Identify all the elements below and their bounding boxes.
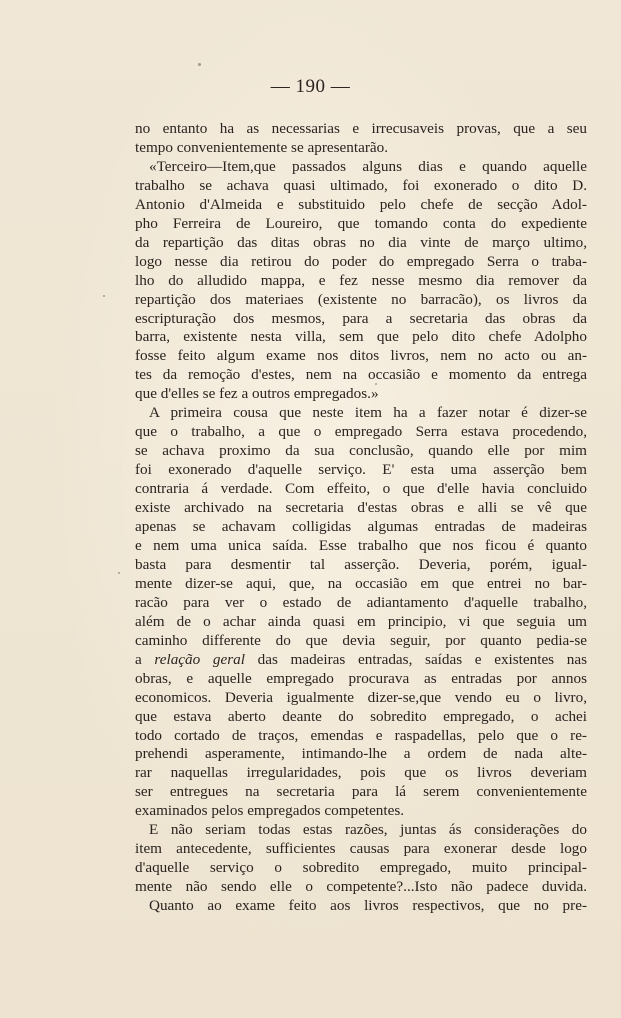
ink-speck: [118, 572, 120, 574]
text-line: no entanto ha as necessarias e irrecusaveis provas, que a seu: [135, 120, 587, 137]
text-line: rar naquellas irregularidades, pois que os livros deveriam: [135, 764, 587, 782]
text-line: basta para desmentir tal asserção. Deveria, porém, igual-: [135, 555, 587, 573]
text-line: além de o achar ainda quasi em principio, vi que seguia um: [135, 612, 587, 630]
ink-speck: [198, 63, 201, 66]
text-line: examinados pelos empregados competentes.: [135, 802, 405, 820]
text-line: Quanto ao exame feito aos livros respectivos, que no pre-: [149, 897, 587, 915]
text-line: mente dizer-se aqui, que, na occasião em que entrei no bar-: [135, 574, 587, 592]
text-line: mente não sendo elle o competente?...Isto não padece duvida.: [135, 878, 587, 896]
text-line: ser entregues na secretaria para lá serem convenientemente: [135, 783, 587, 801]
text-line: contraria á verdade. Com effeito, o que d'elle havia concluido: [135, 480, 587, 498]
text-segment: a: [135, 650, 155, 668]
text-line: economicos. Deveria igualmente dizer-se,que vendo eu o livro,: [135, 688, 587, 706]
text-line: e nem uma unica saída. Esse trabalho que nos ficou é quanto: [135, 536, 587, 554]
text-line: existe archivado na secretaria d'estas obras e alli se vê que: [135, 499, 587, 517]
italic-phrase: relação geral: [154, 650, 245, 668]
text-line: «Terceiro—Item,que passados alguns dias e quando aquelle: [149, 157, 587, 175]
text-line: que estava aberto deante do sobredito empregado, o achei: [135, 707, 587, 725]
text-line: tempo convenientemente se apresentarão.: [135, 138, 389, 156]
text-line: da repartição das ditas obras no dia vinte de março ultimo,: [135, 233, 587, 251]
text-line: prehendi asperamente, intimando-lhe a ordem de nada alte-: [135, 745, 587, 763]
text-line: fosse feito algum exame nos ditos livros, nem no acto ou an-: [135, 347, 587, 365]
text-line: foi exonerado d'aquelle serviço. E' esta uma asserção bem: [135, 461, 587, 479]
text-line: racão para ver o estado de adiantamento d'aquelle trabalho,: [135, 593, 587, 611]
text-line: E não seriam todas estas razões, juntas ás considerações do: [149, 821, 587, 839]
text-segment: das madeiras entradas, saídas e existentes nas: [244, 650, 587, 668]
text-line: repartição dos materiaes (existente no barracão), os livros da: [135, 290, 587, 308]
text-line: se achava proximo da sua conclusão, quando elle por mim: [135, 442, 587, 460]
text-line: que o trabalho, a que o empregado Serra estava procedendo,: [135, 423, 587, 441]
text-line: todo cortado de traços, emendas e raspadellas, pelo que o re-: [135, 726, 587, 744]
text-line: que d'elles se fez a outros empregados.»: [135, 385, 379, 403]
text-line: lho do alludido mappa, e fez nesse mesmo dia remover da: [135, 271, 587, 289]
text-line: [135, 651, 587, 670]
text-line: logo nesse dia retirou do poder do empregado Serra o traba-: [135, 252, 587, 270]
text-line: trabalho se achava quasi ultimado, foi exonerado o dito D.: [135, 176, 587, 194]
text-line: tes da remoção d'estes, nem na occasião e momento da entrega: [135, 366, 587, 384]
page-number: — 190 —: [270, 76, 351, 97]
text-line: item antecedente, sufficientes causas para exonerar desde logo: [135, 840, 587, 858]
text-line: A primeira cousa que neste item ha a fazer notar é dizer-se: [149, 404, 587, 422]
text-line: escripturação dos mesmos, para a secretaria das obras da: [135, 309, 587, 327]
text-line: barra, existente nesta villa, sem que pelo dito chefe Adolpho: [135, 328, 587, 346]
text-line: obras, e aquelle empregado procurava as entradas por annos: [135, 669, 587, 687]
text-line: pho Ferreira de Loureiro, que tomando conta do expediente: [135, 214, 587, 232]
body-text: [135, 120, 587, 916]
text-line: apenas se achavam colligidas algumas entradas de madeiras: [135, 518, 587, 536]
text-line: Antonio d'Almeida e substituido pelo chefe de secção Adol-: [135, 195, 587, 213]
text-line: d'aquelle serviço o sobredito empregado, muito principal-: [135, 859, 587, 877]
text-line: caminho differente do que devia seguir, por quanto pedia-se: [135, 631, 587, 649]
ink-speck: [103, 295, 105, 297]
